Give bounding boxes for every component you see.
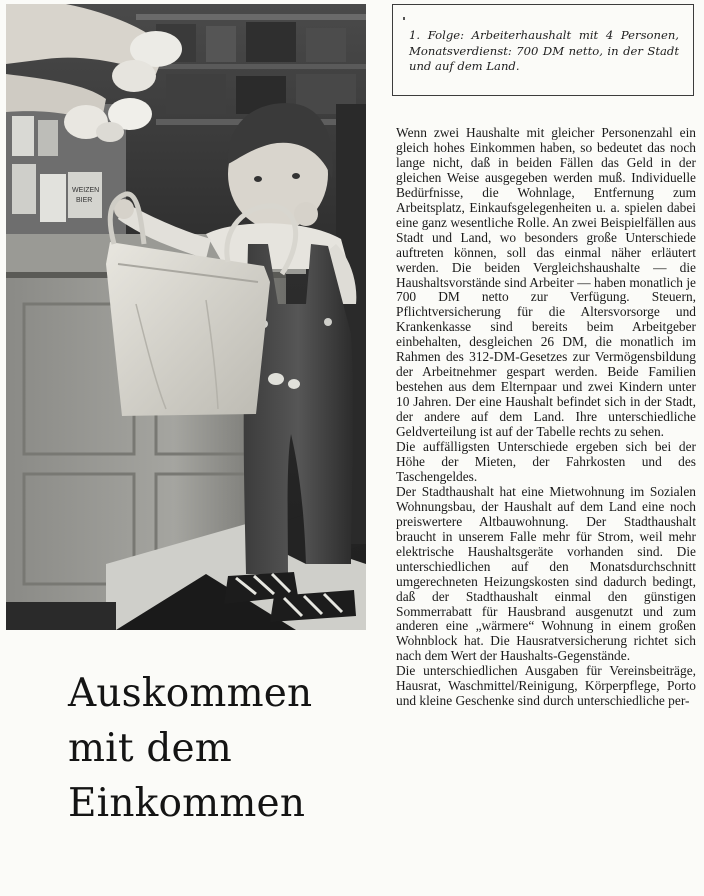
body-paragraph-4: Die unterschiedlichen Ausgaben für Vereinsbeiträge, Hausrat, Waschmittel/Reinigung, Körperpflege, Porto und kleine Geschenke sind durch unterschiedliche per- <box>396 663 696 709</box>
article-body <box>396 126 696 709</box>
body-paragraph-1: Wenn zwei Haushalte mit gleicher Personenzahl ein gleich hohes Einkommen haben, so bedeutet das noch lange nicht, daß in beiden Fällen das Geld in der gleichen Weise ausgegeben werden muß. Individuelle Bedürfnisse, die Wohnlage, Entfernung zum Arbeitsplatz, Einkaufsgelegenheiten u. a. spielen dabei eine ganz wesentliche Rolle. An zwei Beispielfällen aus Stadt und Land, wo besonders große Unterschiede auftreten können, soll das einmal näher erläutert werden. Die beiden Vergleichshaushalte — die Haushaltsvorstände sind Arbeiter — haben monatlich je 700 DM netto zur Verfügung. Steuern, Pflichtversicherung für die Altersvorsorge und Krankenkasse sind bereits beim Arbeitgeber einbehalten, desgleichen 26 DM, die monatlich im Rahmen des 312-DM-Gesetzes zur Vermögensbildung der Arbeitnehmer gespart werden. Beide Familien bestehen aus dem Elternpaar und zwei Kindern unter 10 Jahren. Der eine Haushalt befindet sich in der Stadt, der andere auf dem Land. Ihre unterschiedliche Geldverteilung ist auf der Tabelle rechts zu sehen. <box>396 125 696 440</box>
headline-line-2: mit dem <box>68 726 232 771</box>
headline-line-3: Einkommen <box>68 781 306 826</box>
series-caption-text: 1. Folge: Arbeiterhaushalt mit 4 Personen, Monatsverdienst: 700 DM netto, in der Stadt und auf dem Land. <box>409 28 679 74</box>
svg-text:BIER: BIER <box>76 197 93 204</box>
child-with-shopping-bag-photo <box>6 4 366 630</box>
body-paragraph-2: Die auffälligsten Unterschiede ergeben sich bei der Höhe der Mieten, der Fahrkosten und des Taschengeldes. <box>396 439 696 484</box>
article-photo <box>6 4 366 630</box>
caption-tick-mark <box>403 17 405 20</box>
svg-text:WEIZEN: WEIZEN <box>72 187 100 194</box>
article-headline <box>68 666 364 831</box>
body-paragraph-3: Der Stadthaushalt hat eine Mietwohnung im Sozialen Wohnungsbau, der Haushalt auf dem Land eine noch preiswertere Altbauwohnung. Der Stadthaushalt braucht in unserem Falle mehr für Strom, weil mehr elektrische Haushaltsgeräte vorhanden sind. Die unterschiedlichen auf den Monatsdurchschnitt umgerechneten Heizungskosten sind dadurch bedingt, daß der Stadthaushalt einmal den günstigen Sommerrabatt für Hausbrand ausgenutzt und zum anderen eine „wärmere“ Wohnung in einem großen Wohnblock hat. Die Hausratversicherung richtet sich nach dem Wert der Haushalts-Gegenstände. <box>396 483 696 664</box>
series-caption-box <box>392 4 694 96</box>
headline-line-1: Auskommen <box>68 671 313 716</box>
